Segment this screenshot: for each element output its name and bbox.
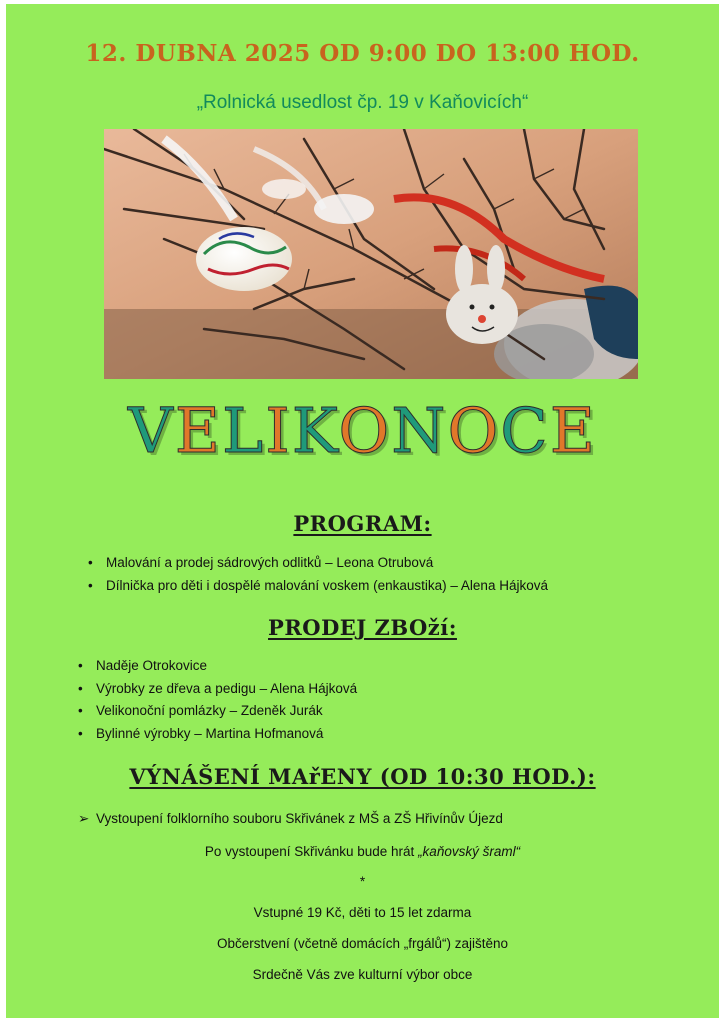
event-date-time: 12. DUBNA 2025 OD 9:00 DO 13:00 HOD.: [85, 40, 640, 67]
list-item: [78, 700, 357, 723]
prodej-heading-text: PRODEJ ZBOží:: [268, 615, 457, 640]
list-item-text: Malování a prodej sádrových odlitků – Leona Otrubová: [106, 555, 434, 570]
title-letter: C: [500, 394, 550, 467]
prodej-heading: [6, 615, 719, 640]
program-heading: [6, 511, 719, 536]
poster: [6, 4, 719, 1018]
title-letter: I: [265, 394, 292, 467]
refreshments: Občerstvení (včetně domácích „frgálů“) zajištěno: [216, 936, 509, 951]
list-item: [78, 723, 357, 746]
page-title: [6, 394, 719, 467]
list-item: [78, 678, 357, 701]
title-letter: E: [549, 394, 598, 467]
entry-fee: Vstupné 19 Kč, děti to 15 let zdarma: [253, 905, 472, 920]
list-item-text: Naděje Otrokovice: [96, 658, 208, 673]
after-performance-text: Po vystoupení Skřivánku bude hrát: [204, 844, 419, 859]
title-letter: V: [127, 394, 175, 467]
title-letter: K: [291, 394, 339, 467]
title-letter: N: [391, 394, 448, 467]
list-item: [78, 655, 357, 678]
vynaseni-item-text: Vystoupení folklorního souboru Skřivánek z MŠ a ZŠ Hřivínův Újezd: [96, 811, 503, 826]
vynaseni-heading-text: VÝNÁŠENÍ MAřENY (OD 10:30 HOD.):: [129, 764, 596, 789]
band-name: „kaňovský šraml“: [418, 844, 521, 859]
bullet-icon: •: [78, 725, 83, 741]
bullet-icon: •: [78, 658, 83, 673]
title-letter: L: [222, 394, 266, 467]
list-item: [88, 552, 548, 575]
list-item: [88, 575, 548, 598]
prodej-list: [78, 655, 357, 745]
list-item-text: Dílnička pro děti i dospělé malování voskem (enkaustika) – Alena Hájková: [106, 577, 548, 593]
event-venue: „Rolnická usedlost čp. 19 v Kaňovicích“: [196, 92, 529, 113]
title-letter: O: [447, 394, 501, 467]
list-item-text: Velikonoční pomlázky – Zdeněk Jurák: [96, 703, 323, 718]
bullet-icon: •: [78, 703, 83, 718]
title-letter: O: [338, 394, 392, 467]
easter-decoration-photo: [104, 129, 638, 379]
invitation: Srdečně Vás zve kulturní výbor obce: [252, 967, 473, 982]
after-performance-line: [6, 844, 719, 859]
bullet-icon: •: [78, 680, 83, 696]
bullet-icon: •: [88, 555, 93, 570]
bullet-icon: •: [88, 577, 93, 593]
vynaseni-heading: [6, 764, 719, 789]
list-item-text: Bylinné výrobky – Martina Hofmanová: [96, 725, 324, 741]
program-list: [88, 552, 548, 597]
title-letter: E: [174, 394, 223, 467]
arrow-bullet-icon: ➢: [78, 811, 90, 826]
vynaseni-item: [78, 811, 503, 827]
list-item-text: Výrobky ze dřeva a pedigu – Alena Hájková: [96, 680, 358, 696]
separator: *: [359, 874, 366, 889]
program-heading-text: PROGRAM:: [293, 511, 432, 536]
